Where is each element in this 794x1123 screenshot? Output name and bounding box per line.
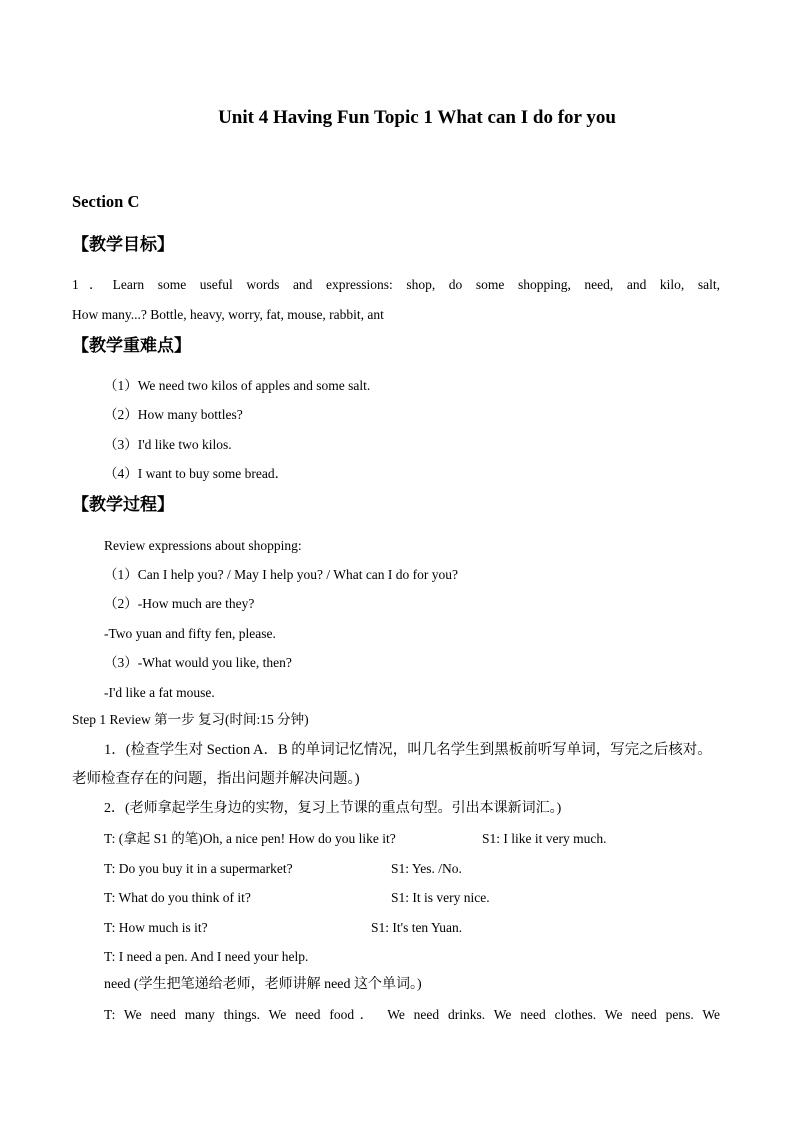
keypoint-1: （1）We need two kilos of apples and some salt. <box>104 378 371 393</box>
step-1-heading: Step 1 Review 第一步 复习(时间:15 分钟) <box>72 712 309 727</box>
document-title: Unit 4 Having Fun Topic 1 What can I do for you <box>218 107 616 128</box>
dialog-student-1: S1: I like it very much. <box>482 831 607 846</box>
need-explanation: need (学生把笔递给老师，老师讲解 need 这个单词。) <box>104 977 422 992</box>
review-line-2: （2）-How much are they? <box>104 596 255 611</box>
dialog-teacher-4: T: How much is it? <box>104 920 208 935</box>
review-line-1: （1）Can I help you? / May I help you? / What can I do for you? <box>104 567 459 582</box>
goals-line-1: 1．Learn some useful words and expressions: shop, do some shopping, need, and kilo, salt, <box>72 277 720 292</box>
last-line: T: We need many things. We need food． We need drinks. We need clothes. We need pens. We <box>104 1007 720 1022</box>
dialog-teacher-2: T: Do you buy it in a supermarket? <box>104 861 293 876</box>
step-1-paragraph-2: 2．(老师拿起学生身边的实物，复习上节课的重点句型。引出本课新词汇。) <box>104 801 562 816</box>
dialog-student-4: S1: It's ten Yuan. <box>371 920 463 935</box>
review-line-4: （3）-What would you like, then? <box>104 655 292 670</box>
dialog-student-3: S1: It is very nice. <box>391 890 490 905</box>
heading-goals: 【教学目标】 <box>72 235 174 255</box>
keypoint-3: （3）I'd like two kilos. <box>104 437 232 452</box>
keypoint-4: （4）I want to buy some bread． <box>104 466 289 481</box>
dialog-student-2: S1: Yes. /No. <box>391 861 462 876</box>
heading-process: 【教学过程】 <box>72 495 174 515</box>
goals-line-2: How many...? Bottle, heavy, worry, fat, mouse, rabbit, ant <box>72 307 384 322</box>
dialog-teacher-1: T: (拿起 S1 的笔)Oh, a nice pen! How do you like it? <box>104 831 396 846</box>
section-label: Section C <box>72 192 140 211</box>
keypoint-2: （2）How many bottles? <box>104 407 243 422</box>
need-line: T: I need a pen. And I need your help. <box>104 949 309 964</box>
review-line-5: -I'd like a fat mouse. <box>104 685 215 700</box>
step-1-paragraph-1: 1．(检查学生对 Section A．B 的单词记忆情况，叫几名学生到黑板前听写单词，写完之后核对。老师检查存在的问题，指出问题并解决问题。) <box>72 742 712 787</box>
heading-keypoints: 【教学重难点】 <box>72 336 191 356</box>
review-intro: Review expressions about shopping: <box>104 538 302 553</box>
dialog-teacher-3: T: What do you think of it? <box>104 890 251 905</box>
review-line-3: -Two yuan and fifty fen, please. <box>104 626 276 641</box>
